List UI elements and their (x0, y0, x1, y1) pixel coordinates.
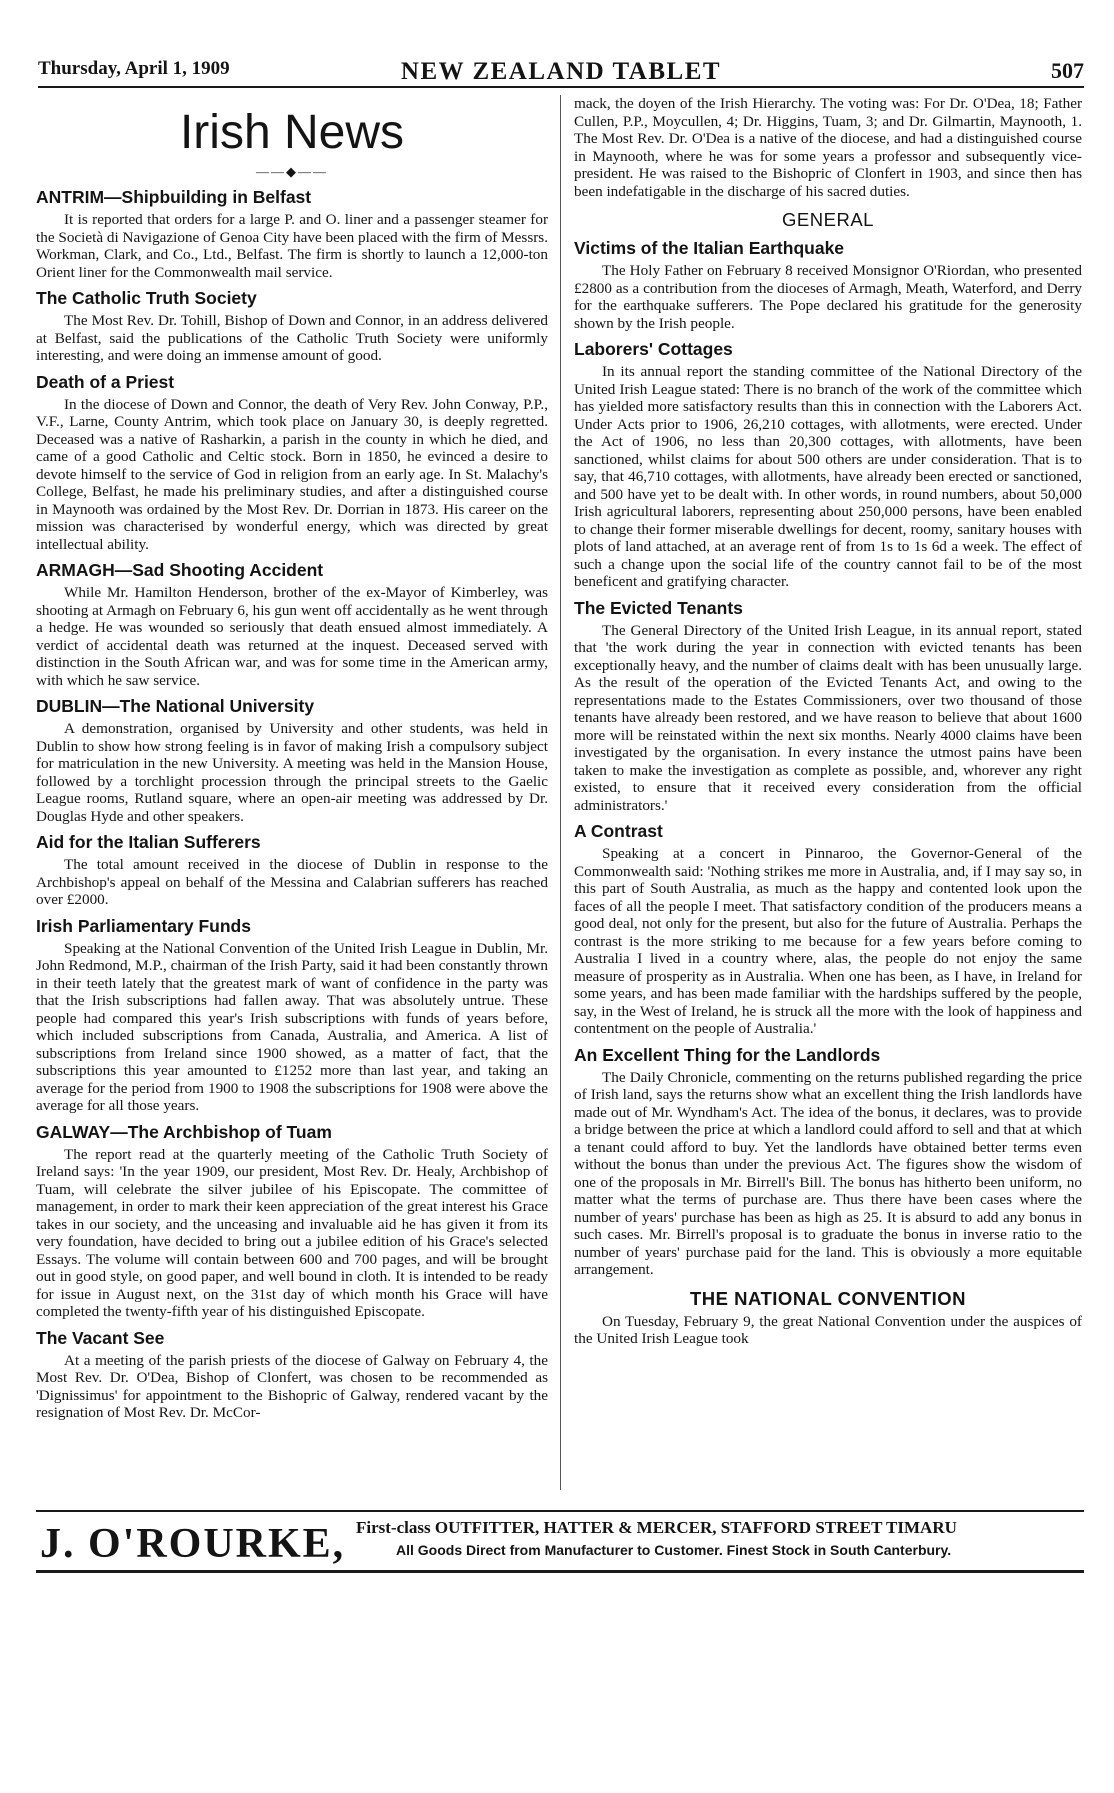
issue-date: Thursday, April 1, 1909 (38, 58, 230, 79)
article-heading: ANTRIM—Shipbuilding in Belfast (36, 187, 312, 207)
article-heading: Aid for the Italian Sufferers (36, 832, 261, 852)
article-heading: The Catholic Truth Society (36, 288, 257, 308)
left-column (36, 95, 548, 1422)
article-body: The Daily Chronicle, commenting on the returns published regarding the price of Irish land, says the returns show what an excellent thing the Irish landlords have made out of Mr. Wyndham's Act. The idea of the bonus, it declares, was to provide a bridge between the price at which a landlord could afford to sell and that at which a tenant could afford to buy. Yet the landlords have obtained better terms even without the bonus than under the previous Act. The figures show the wisdom of one of the proposals in Mr. Birrell's Bill. The bonus has hitherto been uniform, no matter what the terms of purchase are. Thus there have been cases where the number of years' purchase has been as high as 25. It is absurd to add any bonus in such cases. Mr. Birrell's proposal is to graduate the bonus in inverse ratio to the number of years' purchase paid for the land. This is obviously a more equitable arrangement. (574, 1068, 1082, 1278)
masthead (38, 52, 1084, 88)
article-heading: GALWAY—The Archbishop of Tuam (36, 1121, 332, 1142)
article-body: Speaking at a concert in Pinnaroo, the Governor-General of the Commonwealth said: 'Nothing strikes me more in Australia, and, if I may say so, in this part of South Australia, as much as the happy and contented look upon the faces of all the people I meet. That satisfactory condition of the producers means a good deal, not only for the present, but also for the future of Australia. Perhaps the contrast is the more striking to me because for a few years before coming to Australia I lived in a country where, alas, the people do not enjoy the same measure of prosperity as in Australia. When one has been, as I have, in Ireland for some years, and has been made familiar with the hardships suffered by the people, say, in the West of Ireland, he is struck all the more with the look of happiness and contentment on the people of Australia.' (574, 845, 1082, 1037)
article-heading: DUBLIN—The National University (36, 696, 315, 716)
newspaper-title: NEW ZEALAND TABLET (400, 58, 722, 85)
article-heading: The Evicted Tenants (574, 597, 743, 618)
page-number: 507 (1051, 58, 1084, 83)
article-body: On Tuesday, February 9, the great National Convention under the auspices of the United Irish League took (574, 1312, 1082, 1347)
article-body: In its annual report the standing committee of the National Directory of the United Irish League stated: There is no branch of the work of the committee which has yielded more satisfactory results than this in connection with the Laborers Act. Under Acts prior to 1906, 26,210 cottages, with allotments, were erected. Under the Act of 1906, no less than 20,300 cottages, with allotments, have been sanctioned, whilst claims for about 500 others are under consideration. That is to say, that 46,710 cottages, with allotments, have already been erected or sanctioned, and 500 have yet to be dealt with. In other words, in round numbers, about 50,000 Irish agricultural laborers, representing about 250,000 persons, have been enabled to change their former miserable dwellings for decent, roomy, sanitary houses with plots of land attached, at an average rent of from 1s to 1s 6d a week. The effect of such a change upon the social life of the country cannot fail to be of the most beneficent and gratifying character. (574, 363, 1082, 590)
advertiser-name: J. O'ROURKE, (40, 1521, 346, 1567)
article-heading: ARMAGH—Sad Shooting Accident (36, 560, 324, 580)
section-heading-convention: THE NATIONAL CONVENTION (690, 1287, 966, 1309)
page-title: Irish News (179, 106, 405, 159)
right-column (574, 95, 1082, 1348)
article-heading: Victims of the Italian Earthquake (574, 238, 845, 258)
article-body: At a meeting of the parish priests of the diocese of Galway on February 4, the Most Rev. Dr. O'Dea, Bishop of Clonfert, was chosen to be recommended as 'Dignissimus' for appointment to the Bishopric of Galway, rendered vacant by the resignation of Most Rev. Dr. McCor- (36, 1351, 548, 1421)
article-heading: Laborers' Cottages (574, 339, 733, 359)
article-heading: An Excellent Thing for the Landlords (574, 1044, 881, 1065)
section-heading-general: GENERAL (782, 209, 874, 230)
article-body: While Mr. Hamilton Henderson, brother of the ex-Mayor of Kimberley, was shooting at Armagh on February 6, his gun went off accidentally as he went through a hedge. He was wounded so seriously that death ensued almost immediately. A verdict of accidental death was returned at the inquest. Deceased served with distinction in the South African war, and was for some time in the American army, with which he saw service. (36, 584, 548, 689)
article-body: The report read at the quarterly meeting of the Catholic Truth Society of Ireland says: 'In the year 1909, our president, Most Rev. Dr. Healy, Archbishop of Tuam, will celebrate the silver jubilee of his Episcopate. The committee of management, in order to mark their keen appreciation of the great interest his Grace takes in our society, and the unceasing and invaluable aid he has given it from its very foundation, have decided to bring out a jubilee edition of his Grace's selected Essays. The volume will contain between 600 and 700 pages, and will be brought out in good style, on good paper, and well bound in cloth. It is intended to be ready for issue in August next, on the 31st day of which month his Grace will have completed the twenty-fifth year of his distinguished Episcopate. (36, 1145, 548, 1320)
advertisement-line-2: All Goods Direct from Manufacturer to Customer. Finest Stock in South Canterbury. (396, 1542, 952, 1558)
article-heading: A Contrast (574, 821, 663, 841)
article-heading: The Vacant See (36, 1327, 165, 1348)
article-body: The Most Rev. Dr. Tohill, Bishop of Down and Connor, in an address delivered at Belfast, said the publications of the Catholic Truth Society were uniformly interesting, and were doing an immense amount of good. (36, 312, 548, 364)
article-body: It is reported that orders for a large P. and O. liner and a passenger steamer for the Società di Navigazione of Genoa City have been placed with the firm of Messrs. Workman, Clark, and Co., Ltd., Belfast. The firm is shortly to launch a 12,000-ton Orient liner for the Commonwealth mail service. (36, 211, 548, 281)
article-body: The Holy Father on February 8 received Monsignor O'Riordan, who presented £2800 as a contribution from the dioceses of Armagh, Meath, Waterford, and Derry for the earthquake sufferers. The Pope declared his gratitude for the generosity shown by the Irish people. (574, 262, 1082, 332)
article-heading: Death of a Priest (36, 371, 175, 392)
title-ornament: ——◆—— (256, 164, 328, 179)
article-body: Speaking at the National Convention of the United Irish League in Dublin, Mr. John Redmond, M.P., chairman of the Irish Party, said it had been constantly thrown in their teeth lately that the greatest mark of want of confidence in the party was that the Irish subscriptions had fallen away. That was absolutely untrue. These people had compared this year's Irish subscriptions with funds of years before, which included subscriptions from Canada, Australia, and America. A list of subscriptions from Ireland since 1900 showed, as a matter of fact, that the subscriptions this year amounted to £1252 more than last year, and taking an average for the period from 1900 to 1908 the subscriptions for 1908 were above the average for all those years. (36, 939, 548, 1114)
article-body: The General Directory of the United Irish League, in its annual report, stated that 'the work during the year in connection with evicted tenants has been exceptionally heavy, and the number of claims dealt with has been unusually large. As the result of the operation of the Evicted Tenants Act, and owing to the representations made to the Estates Commissioners, over two thousand of those tenants have already been restored, and we have reason to believe that about 1600 more will be reinstated within the next six months. Nearly 4000 claims have been investigated by the organisation. In every instance the utmost pains have been taken to make the investigation as complete as possible, and, whorever any right existed, to ensure that it received every consideration from the official administrators.' (574, 621, 1082, 814)
advertisement-footer (36, 1510, 1084, 1572)
article-body: A demonstration, organised by University and other students, was held in Dublin to show how strong feeling is in favor of making Irish a compulsory subject for matriculation in the new University. A meeting was held in the Mansion House, followed by a torchlight procession through the principal streets to the Gaelic League rooms, Rutland square, where an open-air meeting was addressed by Dr. Douglas Hyde and other speakers. (36, 720, 548, 825)
footer-rule (36, 1570, 1084, 1573)
article-body: In the diocese of Down and Connor, the death of Very Rev. John Conway, P.P., V.F., Larne, County Antrim, which took place on January 30, is deeply regretted. Deceased was a native of Rasharkin, a parish in the county in which he died, and came of a good Catholic and Celtic stock. Born in 1850, he evinced a desire to devote himself to the service of God in religion from an early age. In St. Malachy's College, Belfast, he made his preliminary studies, and after a distinguished course in Maynooth was ordained by the Most Rev. Dr. Dorrian in 1873. His career on the mission was characterised by wonderful energy, which was directed by great intellectual ability. (36, 395, 548, 553)
column-divider (560, 95, 561, 1490)
article-heading: Irish Parliamentary Funds (36, 915, 251, 936)
article-continuation: mack, the doyen of the Irish Hierarchy. The voting was: For Dr. O'Dea, 18; Father Cullen, P.P., Moycullen, 4; Dr. Higgins, Tuam, 3; and Dr. Gilmartin, Maynooth, 1. The Most Rev. Dr. O'Dea is a native of the diocese, and had a distinguished course in Maynooth, where he was for some years a professor and subsequently vice-president. He was raised to the Bishopric of Clonfert in 1903, and since then has been indefatigable in the discharge of his sacred duties. (574, 95, 1082, 200)
article-body: The total amount received in the diocese of Dublin in response to the Archbishop's appeal on behalf of the Messina and Calabrian sufferers has reached over £2000. (36, 856, 548, 908)
advertisement-line-1: First-class OUTFITTER, HATTER & MERCER, STAFFORD STREET TIMARU (356, 1518, 957, 1537)
